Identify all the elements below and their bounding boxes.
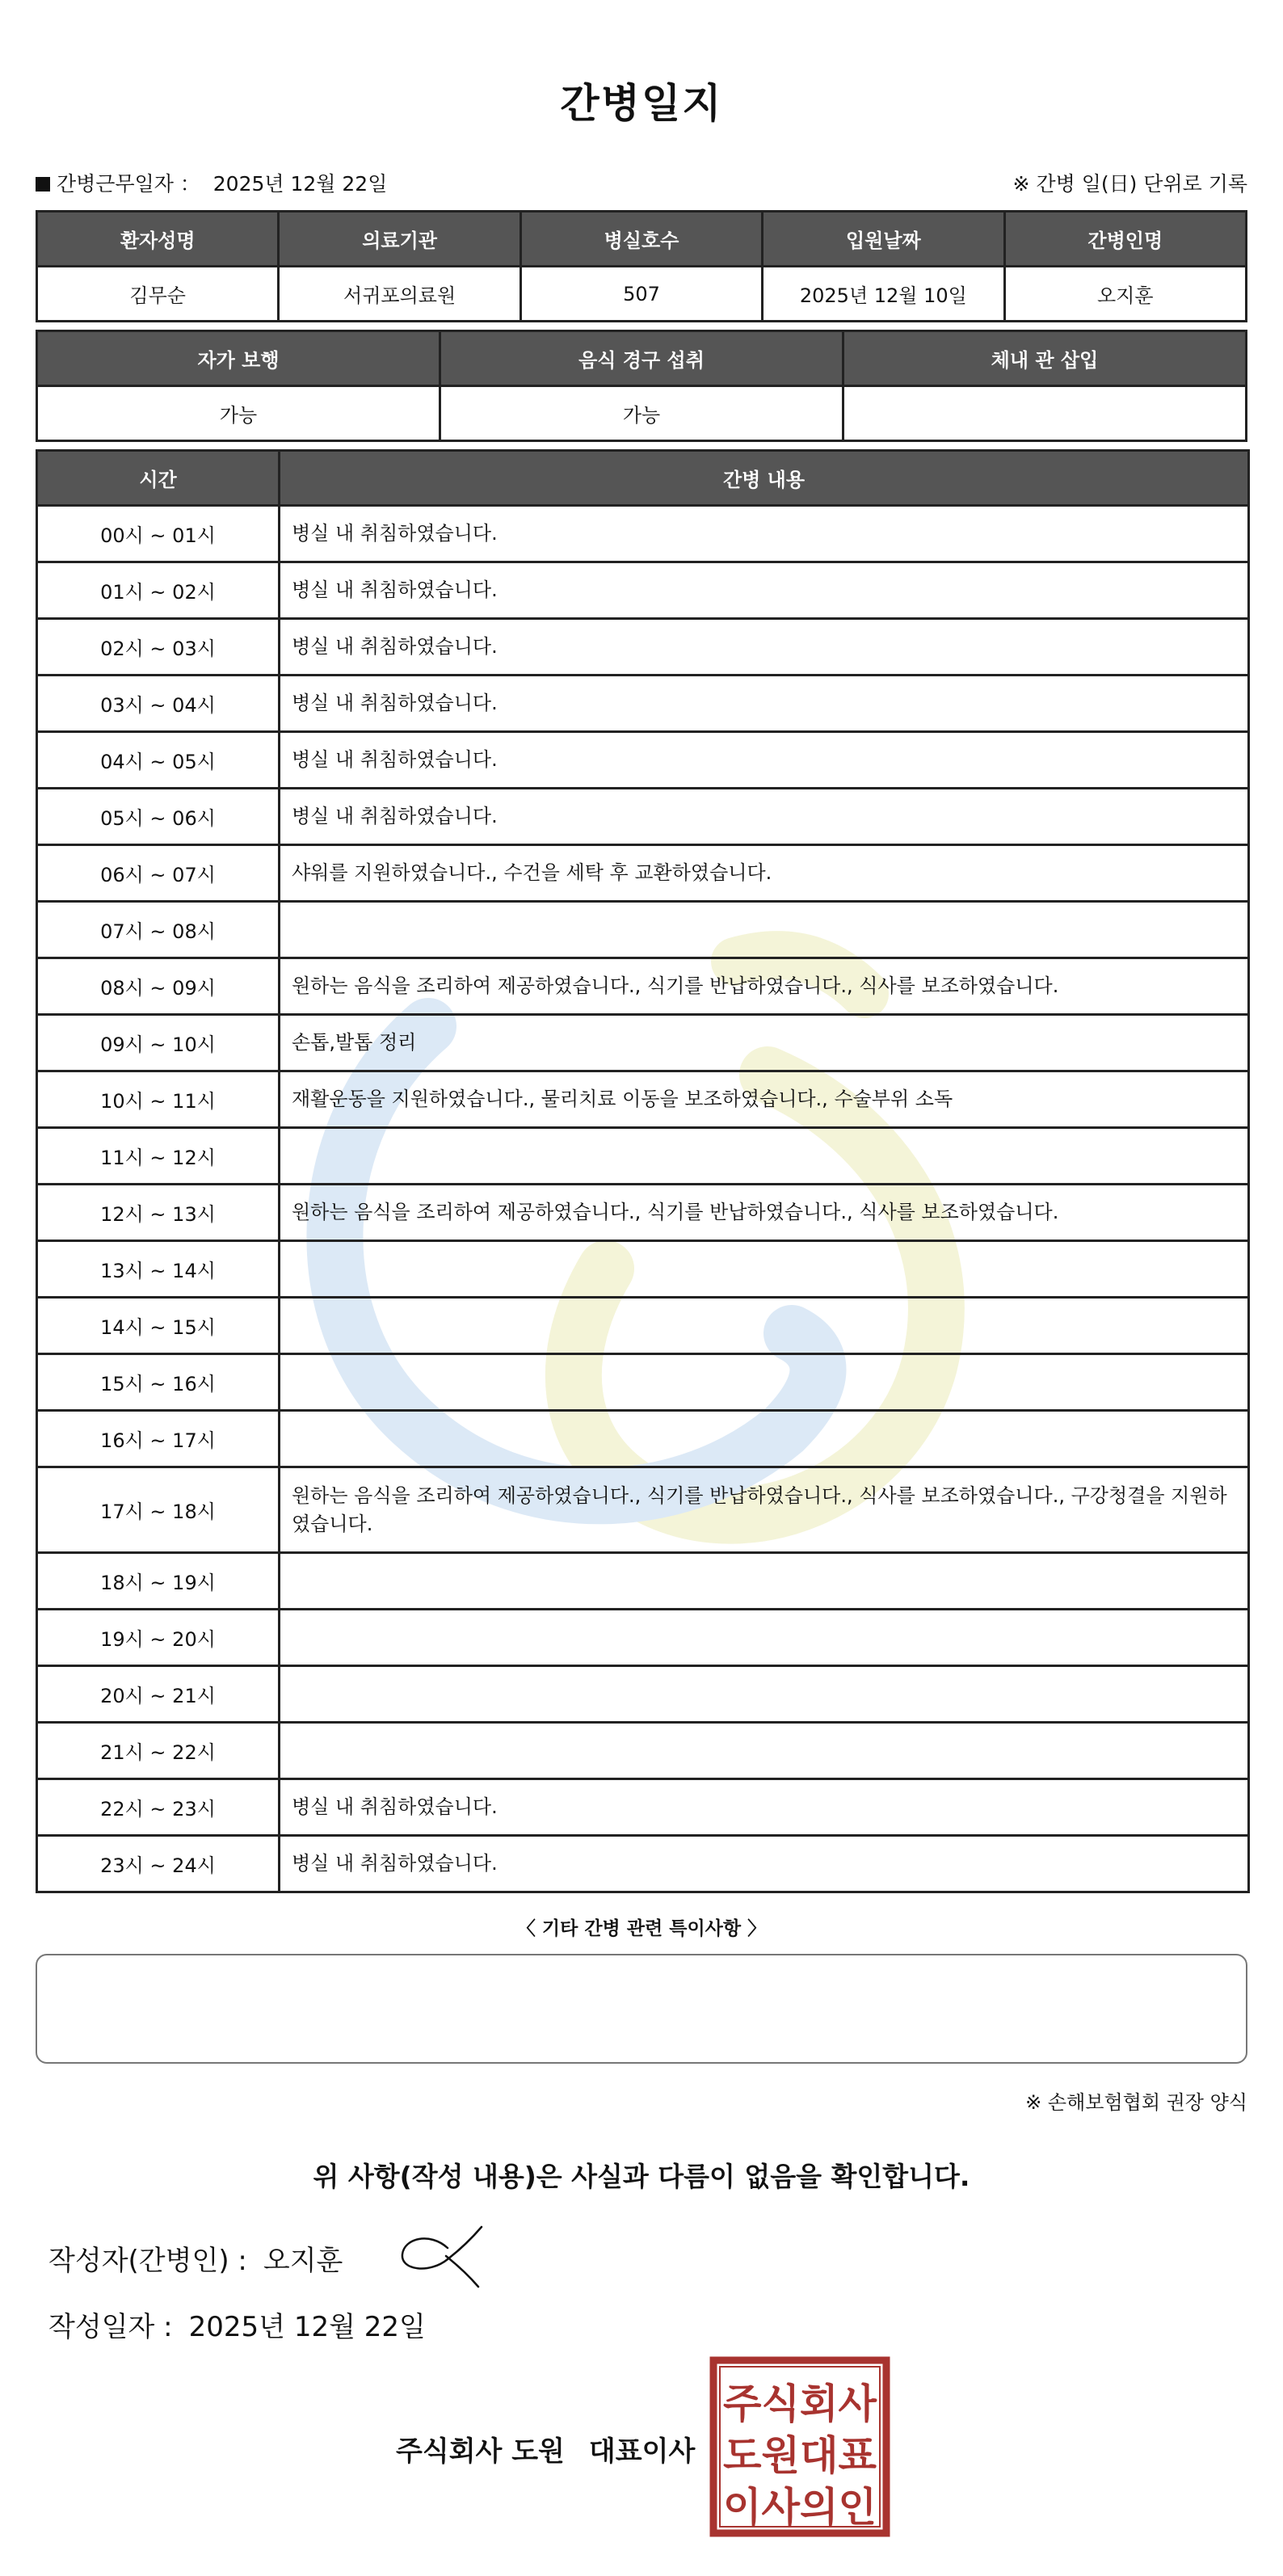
work-date [36,168,387,197]
log-content [280,902,1249,958]
log-time: 03시 ~ 04시 [37,676,280,732]
table-row [37,1467,1249,1553]
log-content: 병실 내 취침하였습니다. [280,676,1249,732]
signature-icon [398,2224,486,2288]
table-row [37,1015,1249,1071]
tube-insertion [843,386,1247,441]
room-number: 507 [520,267,762,322]
writer [48,2238,343,2278]
log-time: 06시 ~ 07시 [37,845,280,902]
table-row [37,619,1249,676]
log-content [280,1298,1249,1354]
log-time: 15시 ~ 16시 [37,1354,280,1411]
square-bullet-icon [36,177,50,192]
log-content: 병실 내 취침하였습니다. [280,1779,1249,1836]
other-notes-box [36,1954,1247,2064]
log-time: 07시 ~ 08시 [37,902,280,958]
patient-status-header-row [37,331,1247,386]
form-note: ※ 손해보험협회 권장 양식 [1025,2091,1247,2114]
log-content: 병실 내 취침하였습니다. [280,562,1249,619]
table-row [37,676,1249,732]
patient-name: 김무순 [37,267,279,322]
header-patient-name: 환자성명 [37,212,279,267]
table-row [37,1666,1249,1723]
table-row [37,1836,1249,1892]
table-row [37,1071,1249,1128]
header-oral-intake: 음식 경구 섭취 [440,331,843,386]
writer-label: 작성자(간병인) : [48,2245,247,2277]
svg-text:이사의인: 이사의인 [723,2484,877,2531]
table-row [37,789,1249,845]
log-time: 13시 ~ 14시 [37,1241,280,1298]
log-content: 손톱,발톱 정리 [280,1015,1249,1071]
log-content [280,1553,1249,1610]
log-time: 20시 ~ 21시 [37,1666,280,1723]
log-time: 08시 ~ 09시 [37,958,280,1015]
confirmation-statement: 위 사항(작성 내용)은 사실과 다름이 없음을 확인합니다. [313,2161,970,2192]
log-content [280,1723,1249,1779]
admission-date: 2025년 12월 10일 [763,267,1004,322]
log-time: 22시 ~ 23시 [37,1779,280,1836]
company-title: 대표이사 [588,2435,696,2468]
log-content: 병실 내 취침하였습니다. [280,506,1249,562]
hospital: 서귀포의료원 [279,267,520,322]
document-title: 간병일지 [560,80,723,127]
care-log-body [37,506,1249,1892]
oral-intake: 가능 [440,386,843,441]
svg-text:도원대표: 도원대표 [723,2432,877,2479]
log-content: 병실 내 취침하였습니다. [280,732,1249,789]
table-row [37,1354,1249,1411]
table-row [37,1411,1249,1467]
table-row [37,1779,1249,1836]
other-notes-title: 〈 기타 간병 관련 특이사항 〉 [516,1918,767,1939]
log-time: 04시 ~ 05시 [37,732,280,789]
table-row [37,1185,1249,1241]
log-time: 10시 ~ 11시 [37,1071,280,1128]
log-content: 샤워를 지원하였습니다., 수건을 세탁 후 교환하였습니다. [280,845,1249,902]
work-date-label: 간병근무일자 ： [57,172,200,196]
table-row [37,1553,1249,1610]
header-caregiver-name: 간병인명 [1004,212,1246,267]
log-time: 00시 ~ 01시 [37,506,280,562]
log-time: 18시 ~ 19시 [37,1553,280,1610]
header-tube-insertion: 체내 관 삽입 [843,331,1247,386]
table-row [37,1610,1249,1666]
company-seal-icon [709,2356,890,2537]
log-time: 19시 ~ 20시 [37,1610,280,1666]
work-date-value: 2025년 12월 22일 [212,172,388,196]
log-content: 재활운동을 지원하였습니다., 물리치료 이동을 보조하였습니다., 수술부위 소독 [280,1071,1249,1128]
log-time: 05시 ~ 06시 [37,789,280,845]
table-row [37,958,1249,1015]
log-content [280,1354,1249,1411]
log-time: 01시 ~ 02시 [37,562,280,619]
company-signoff [396,2429,695,2469]
write-date-label: 작성일자 : [48,2311,173,2343]
log-content: 원하는 음식을 조리하여 제공하였습니다., 식기를 반납하였습니다., 식사를 보조하였습니다. [280,958,1249,1015]
care-log-table [36,449,1250,1893]
log-content: 원하는 음식을 조리하여 제공하였습니다., 식기를 반납하였습니다., 식사를 보조하였습니다. [280,1185,1249,1241]
care-log-header-row [37,451,1249,506]
patient-info-table [36,210,1247,322]
log-content [280,1610,1249,1666]
unit-note: ※ 간병 일(日) 단위로 기록 [1012,172,1247,196]
log-time: 09시 ~ 10시 [37,1015,280,1071]
log-time: 21시 ~ 22시 [37,1723,280,1779]
table-row [37,902,1249,958]
patient-info-value-row [37,267,1247,322]
company-name: 주식회사 도원 [396,2435,565,2468]
log-time: 16시 ~ 17시 [37,1411,280,1467]
caregiver-name: 오지훈 [1004,267,1246,322]
log-content: 병실 내 취침하였습니다. [280,1836,1249,1892]
log-content [280,1241,1249,1298]
table-row [37,506,1249,562]
header-time: 시간 [37,451,280,506]
log-content: 원하는 음식을 조리하여 제공하였습니다., 식기를 반납하였습니다., 식사를 보조하였습니다., 구강청결을 지원하였습니다. [280,1467,1249,1553]
log-content [280,1411,1249,1467]
svg-text:주식회사: 주식회사 [723,2380,877,2427]
patient-status-table [36,330,1247,442]
log-time: 11시 ~ 12시 [37,1128,280,1185]
log-time: 14시 ~ 15시 [37,1298,280,1354]
table-row [37,1241,1249,1298]
header-room: 병실호수 [520,212,762,267]
table-row [37,845,1249,902]
log-content: 병실 내 취침하였습니다. [280,789,1249,845]
log-content [280,1666,1249,1723]
table-row [37,1128,1249,1185]
log-time: 12시 ~ 13시 [37,1185,280,1241]
header-self-walking: 자가 보행 [37,331,440,386]
log-time: 23시 ~ 24시 [37,1836,280,1892]
log-time: 02시 ~ 03시 [37,619,280,676]
patient-info-header-row [37,212,1247,267]
header-hospital: 의료기관 [279,212,520,267]
table-row [37,1298,1249,1354]
log-content: 병실 내 취침하였습니다. [280,619,1249,676]
log-time: 17시 ~ 18시 [37,1467,280,1553]
self-walking: 가능 [37,386,440,441]
write-date [48,2305,426,2344]
header-admission-date: 입원날짜 [763,212,1004,267]
header-care-content: 간병 내용 [280,451,1249,506]
table-row [37,1723,1249,1779]
table-row [37,562,1249,619]
log-content [280,1128,1249,1185]
table-row [37,732,1249,789]
write-date-value: 2025년 12월 22일 [188,2311,426,2343]
patient-status-value-row [37,386,1247,441]
writer-name: 오지훈 [263,2245,343,2277]
